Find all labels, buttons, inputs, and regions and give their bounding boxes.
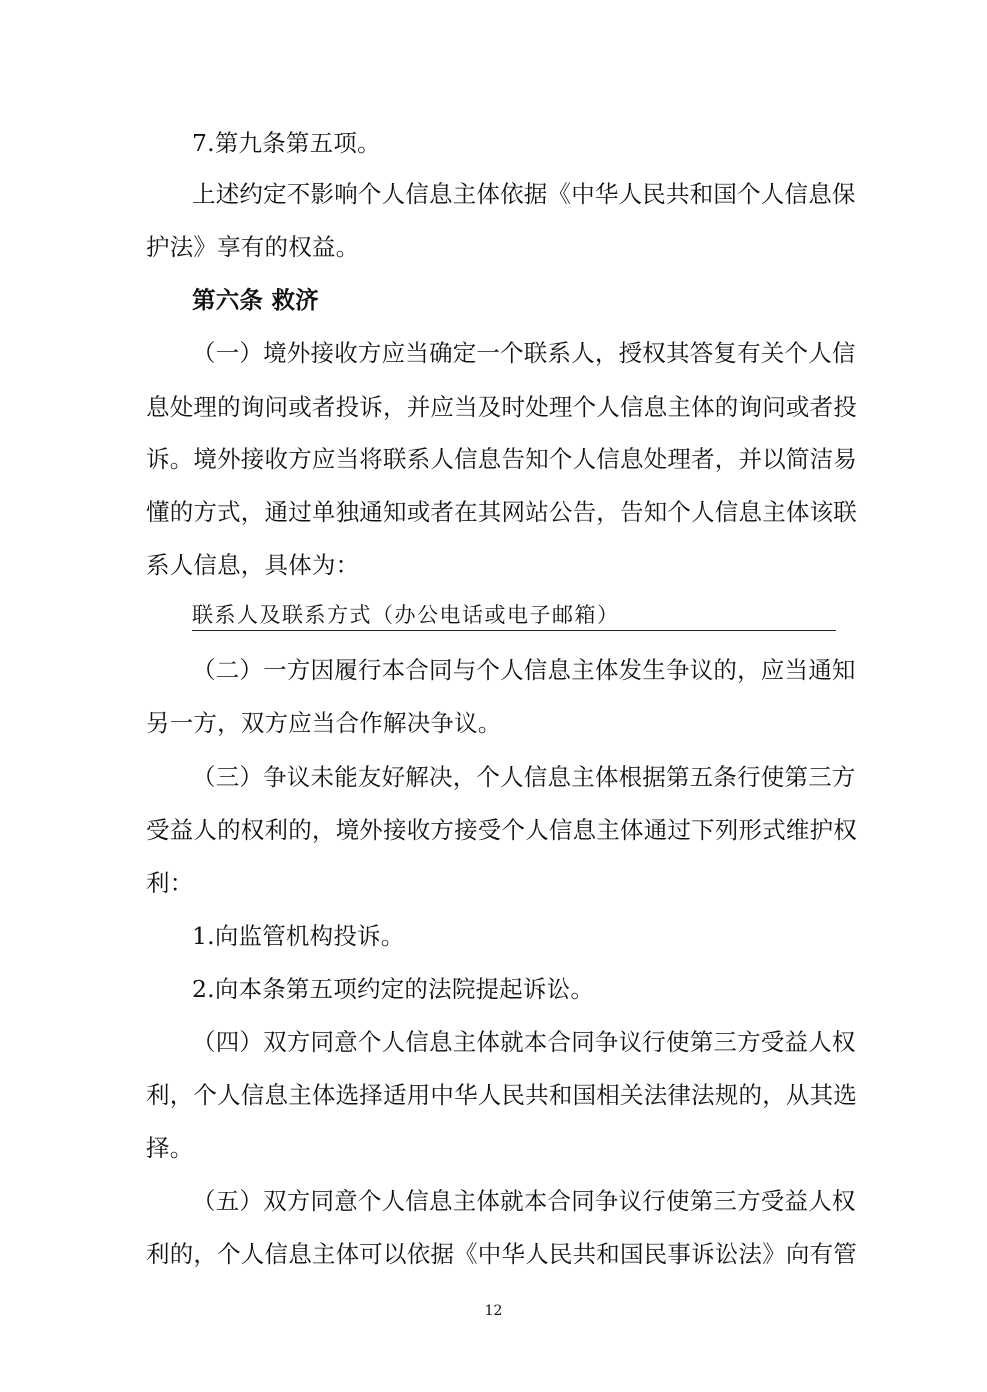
paragraph-line: （三）争议未能友好解决，个人信息主体根据第五条行使第三方 — [192, 763, 856, 791]
paragraph-line: 息处理的询问或者投诉，并应当及时处理个人信息主体的询问或者投 — [146, 393, 857, 421]
contact-field-label: 联系人及联系方式（办公电话或电子邮箱） — [192, 603, 620, 627]
list-item: 1.向监管机构投诉。 — [192, 922, 405, 950]
paragraph-line: 利的，个人信息主体可以依据《中华人民共和国民事诉讼法》向有管 — [146, 1240, 857, 1268]
paragraph-line: 利，个人信息主体选择适用中华人民共和国相关法律法规的，从其选 — [146, 1081, 857, 1109]
paragraph-line: 择。 — [146, 1134, 194, 1162]
list-item: 2.向本条第五项约定的法院提起诉讼。 — [192, 975, 595, 1003]
paragraph-line: 系人信息，具体为： — [146, 551, 360, 579]
item-7-line: 7.第九条第五项。 — [192, 129, 381, 157]
paragraph-line: （五）双方同意个人信息主体就本合同争议行使第三方受益人权 — [192, 1187, 856, 1215]
paragraph-line: 上述约定不影响个人信息主体依据《中华人民共和国个人信息保 — [192, 180, 856, 208]
paragraph-line: 护法》享有的权益。 — [146, 233, 360, 261]
paragraph-line: （二）一方因履行本合同与个人信息主体发生争议的，应当通知 — [192, 656, 856, 684]
paragraph-line: 懂的方式，通过单独通知或者在其网站公告，告知个人信息主体该联 — [146, 498, 857, 526]
paragraph-line: 受益人的权利的，境外接收方接受个人信息主体通过下列形式维护权 — [146, 816, 857, 844]
paragraph-line: 另一方，双方应当合作解决争议。 — [146, 709, 502, 737]
paragraph-line: （一）境外接收方应当确定一个联系人，授权其答复有关个人信 — [192, 339, 856, 367]
paragraph-line: （四）双方同意个人信息主体就本合同争议行使第三方受益人权 — [192, 1028, 856, 1056]
article-heading: 第六条 救济 — [192, 286, 319, 314]
paragraph-line: 利： — [146, 869, 194, 897]
paragraph-line: 诉。境外接收方应当将联系人信息告知个人信息处理者，并以简洁易 — [146, 445, 857, 473]
contact-fill-in-field — [192, 600, 836, 631]
page-number: 12 — [484, 1303, 503, 1319]
